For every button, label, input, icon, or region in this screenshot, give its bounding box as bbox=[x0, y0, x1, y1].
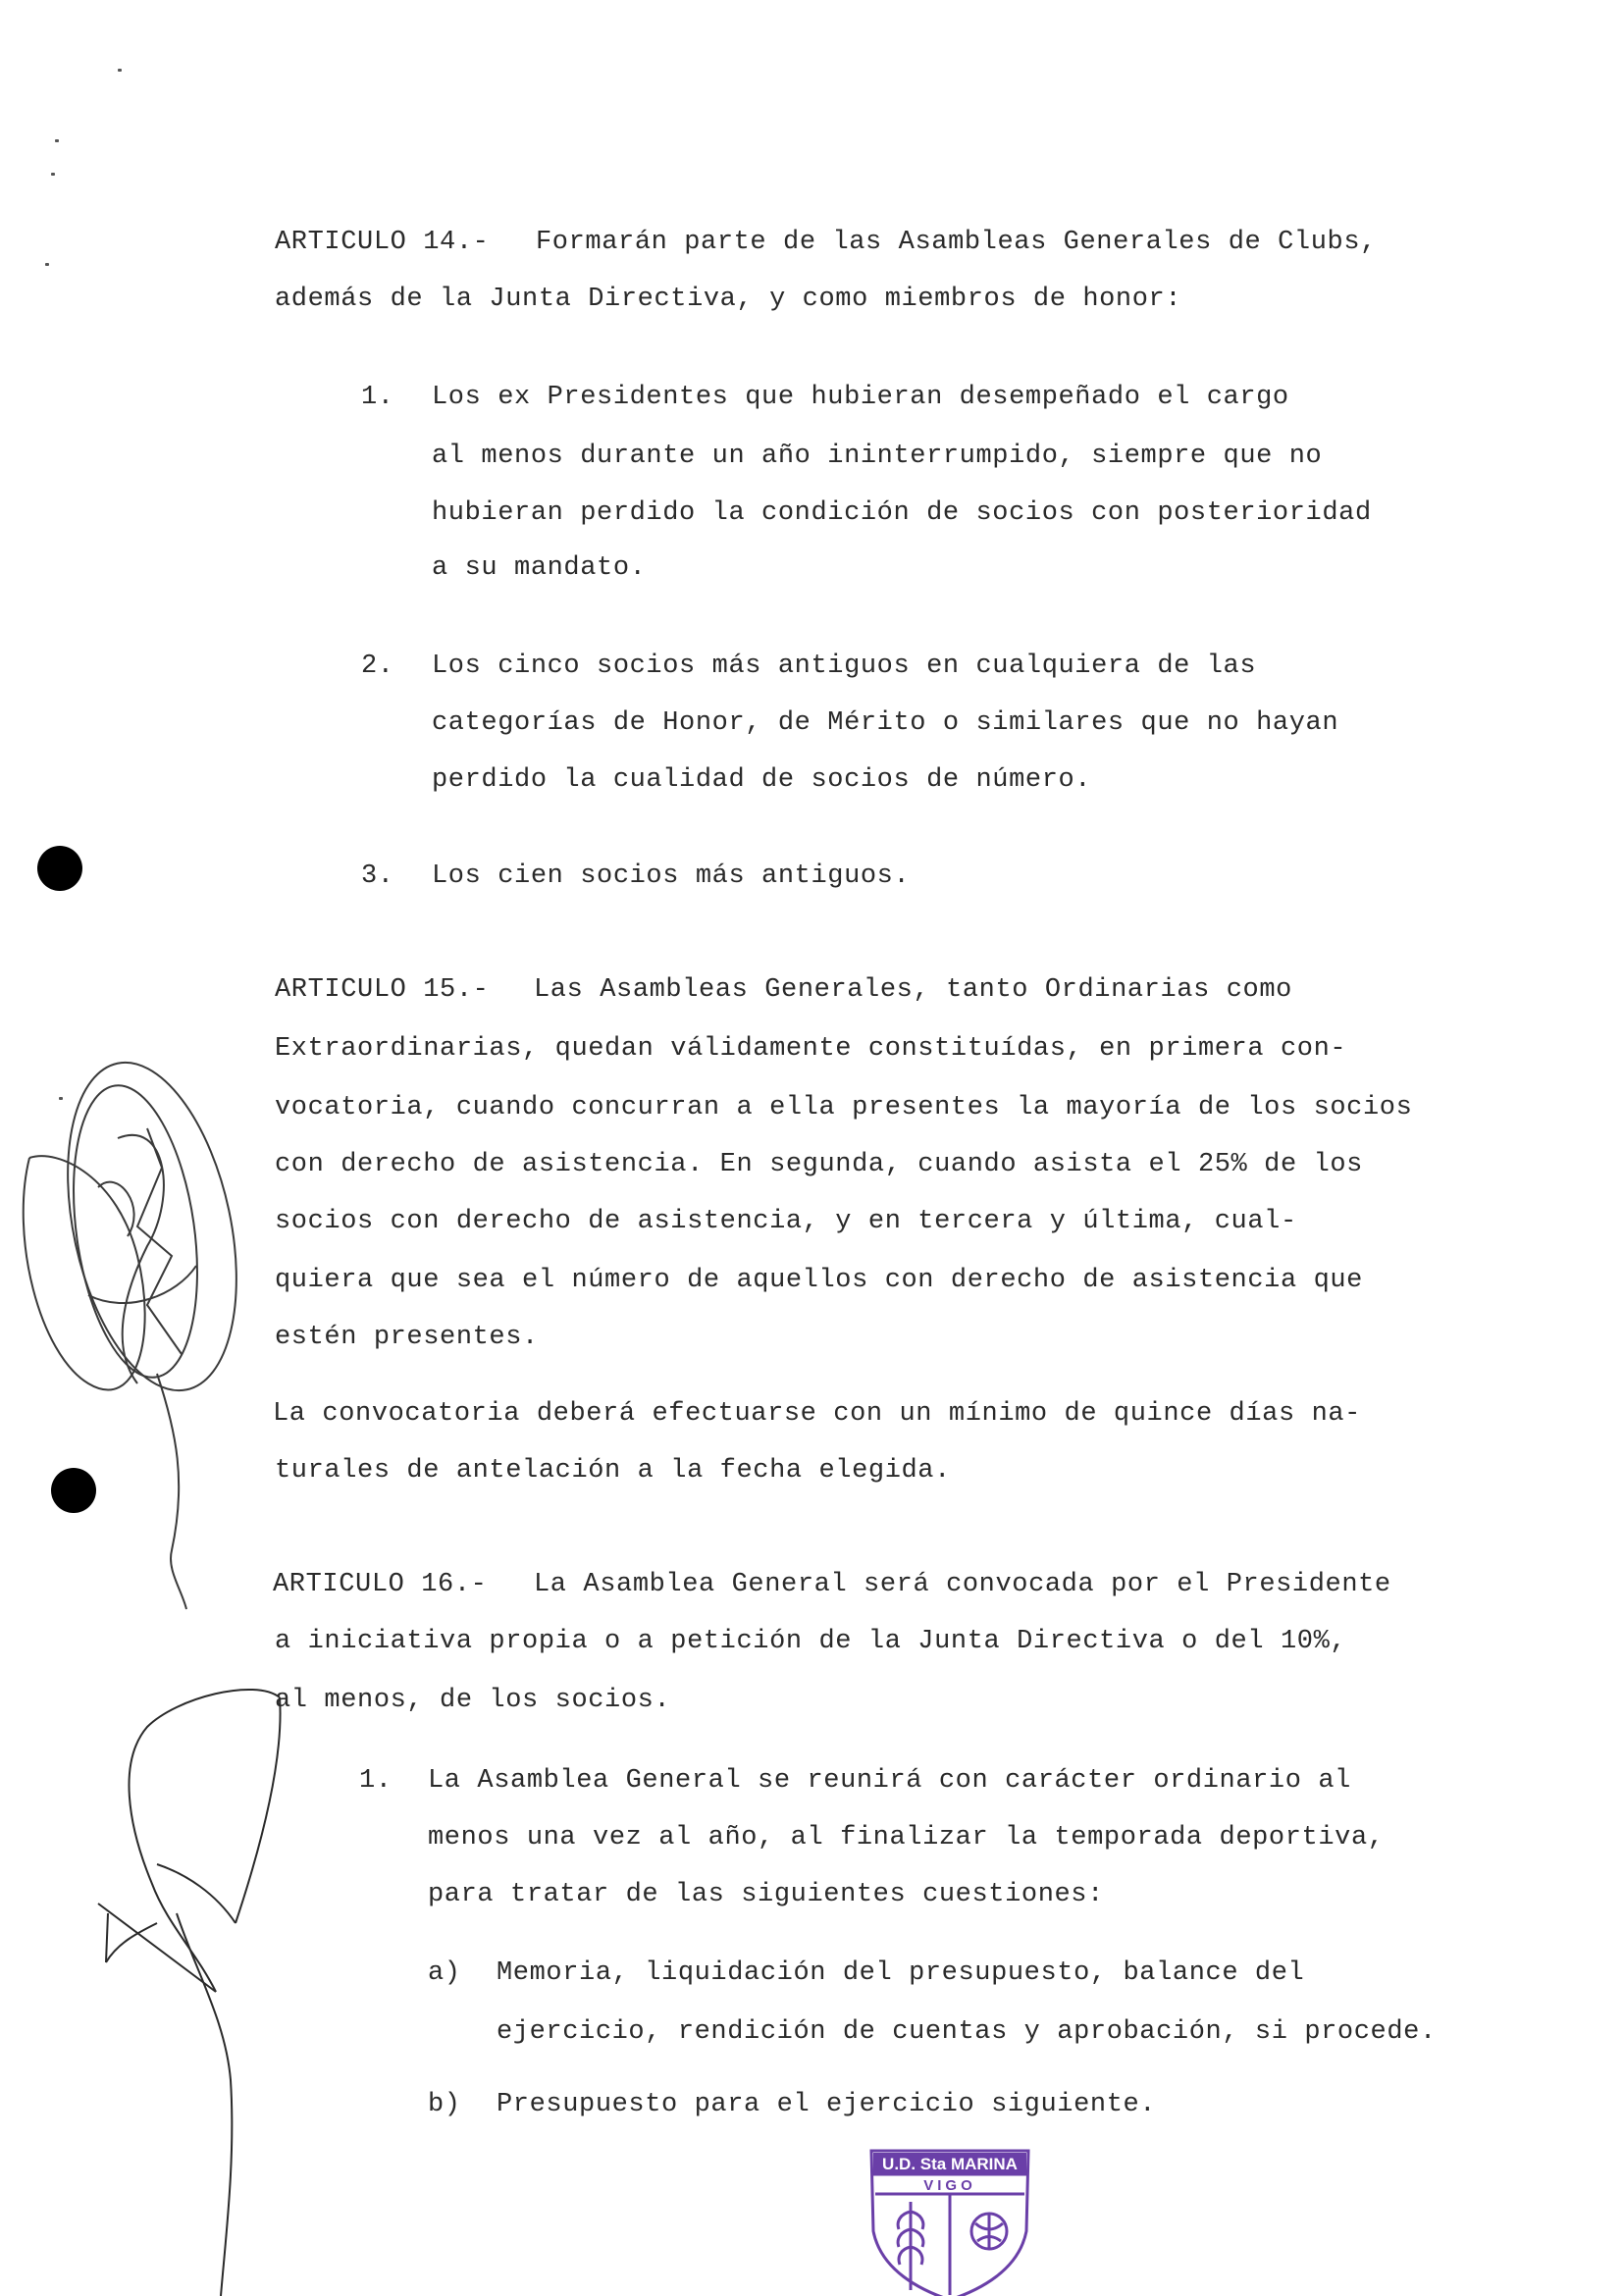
article-14-heading: ARTICULO 14.- bbox=[275, 228, 490, 257]
article-14-item-3-line: Los cien socios más antiguos. bbox=[432, 861, 911, 891]
article-15-line: socios con derecho de asistencia, y en tercera y última, cual- bbox=[275, 1207, 1297, 1236]
article-14-item-number: 1. bbox=[361, 383, 394, 412]
article-15-line: estén presentes. bbox=[275, 1323, 539, 1352]
article-16-subitem-a-line: ejercicio, rendición de cuentas y aprobación, si procede. bbox=[497, 2017, 1437, 2047]
speck bbox=[55, 139, 59, 142]
article-16-item-1-line: menos una vez al año, al finalizar la temporada deportiva, bbox=[428, 1823, 1385, 1852]
article-16-line: a iniciativa propia o a petición de la Junta Directiva o del 10%, bbox=[275, 1627, 1347, 1656]
article-16-line: al menos, de los socios. bbox=[275, 1686, 671, 1715]
article-16-item-1-line: para tratar de las siguientes cuestiones: bbox=[428, 1880, 1104, 1909]
article-16-item-1-line: La Asamblea General se reunirá con carácter ordinario al bbox=[428, 1766, 1351, 1796]
speck bbox=[118, 69, 122, 72]
article-16-heading: ARTICULO 16.- bbox=[273, 1570, 488, 1599]
signature-upper bbox=[0, 1060, 255, 1609]
article-15-paragraph-2-line: turales de antelación a la fecha elegida. bbox=[275, 1456, 951, 1486]
signature-lower bbox=[59, 1668, 294, 2296]
article-16-subitem-letter: b) bbox=[428, 2090, 461, 2119]
article-14-item-2-line: categorías de Honor, de Mérito o similares que no hayan bbox=[432, 708, 1339, 738]
article-16-subitem-letter: a) bbox=[428, 1958, 461, 1988]
article-14-item-number: 2. bbox=[361, 652, 394, 681]
article-16-line: La Asamblea General será convocada por el Presidente bbox=[534, 1570, 1391, 1599]
article-15-paragraph-2-line: La convocatoria deberá efectuarse con un mínimo de quince días na- bbox=[273, 1399, 1361, 1429]
speck bbox=[51, 173, 55, 176]
article-16-subitem-a-line: Memoria, liquidación del presupuesto, balance del bbox=[497, 1958, 1305, 1988]
article-14-item-1-line: al menos durante un año ininterrumpido, siempre que no bbox=[432, 442, 1323, 471]
article-15-line: quiera que sea el número de aquellos con derecho de asistencia que bbox=[275, 1266, 1363, 1295]
article-14-intro-line: además de la Junta Directiva, y como miembros de honor: bbox=[275, 285, 1182, 314]
speck bbox=[45, 263, 49, 266]
club-stamp bbox=[862, 2143, 1038, 2295]
article-15-heading: ARTICULO 15.- bbox=[275, 975, 490, 1005]
article-14-intro-line: Formarán parte de las Asambleas Generales de Clubs, bbox=[536, 228, 1377, 257]
article-15-line: Las Asambleas Generales, tanto Ordinarias como bbox=[534, 975, 1292, 1005]
article-15-line: vocatoria, cuando concurran a ella presentes la mayoría de los socios bbox=[275, 1093, 1413, 1122]
article-14-item-1-line: hubieran perdido la condición de socios con posterioridad bbox=[432, 498, 1372, 528]
article-14-item-1-line: Los ex Presidentes que hubieran desempeñado el cargo bbox=[432, 383, 1289, 412]
article-14-item-1-line: a su mandato. bbox=[432, 553, 647, 583]
article-16-subitem-b-line: Presupuesto para el ejercicio siguiente. bbox=[497, 2090, 1157, 2119]
article-14-item-2-line: perdido la cualidad de socios de número. bbox=[432, 765, 1092, 795]
article-16-item-number: 1. bbox=[359, 1766, 393, 1796]
punch-hole-top bbox=[37, 846, 82, 891]
stamp-club-name: U.D. Sta MARINA bbox=[882, 2155, 1018, 2173]
article-14-item-number: 3. bbox=[361, 861, 394, 891]
stamp-city: VIGO bbox=[923, 2177, 976, 2194]
article-14-item-2-line: Los cinco socios más antiguos en cualquiera de las bbox=[432, 652, 1257, 681]
article-15-line: con derecho de asistencia. En segunda, cuando asista el 25% de los bbox=[275, 1150, 1363, 1179]
article-15-line: Extraordinarias, quedan válidamente constituídas, en primera con- bbox=[275, 1034, 1347, 1064]
